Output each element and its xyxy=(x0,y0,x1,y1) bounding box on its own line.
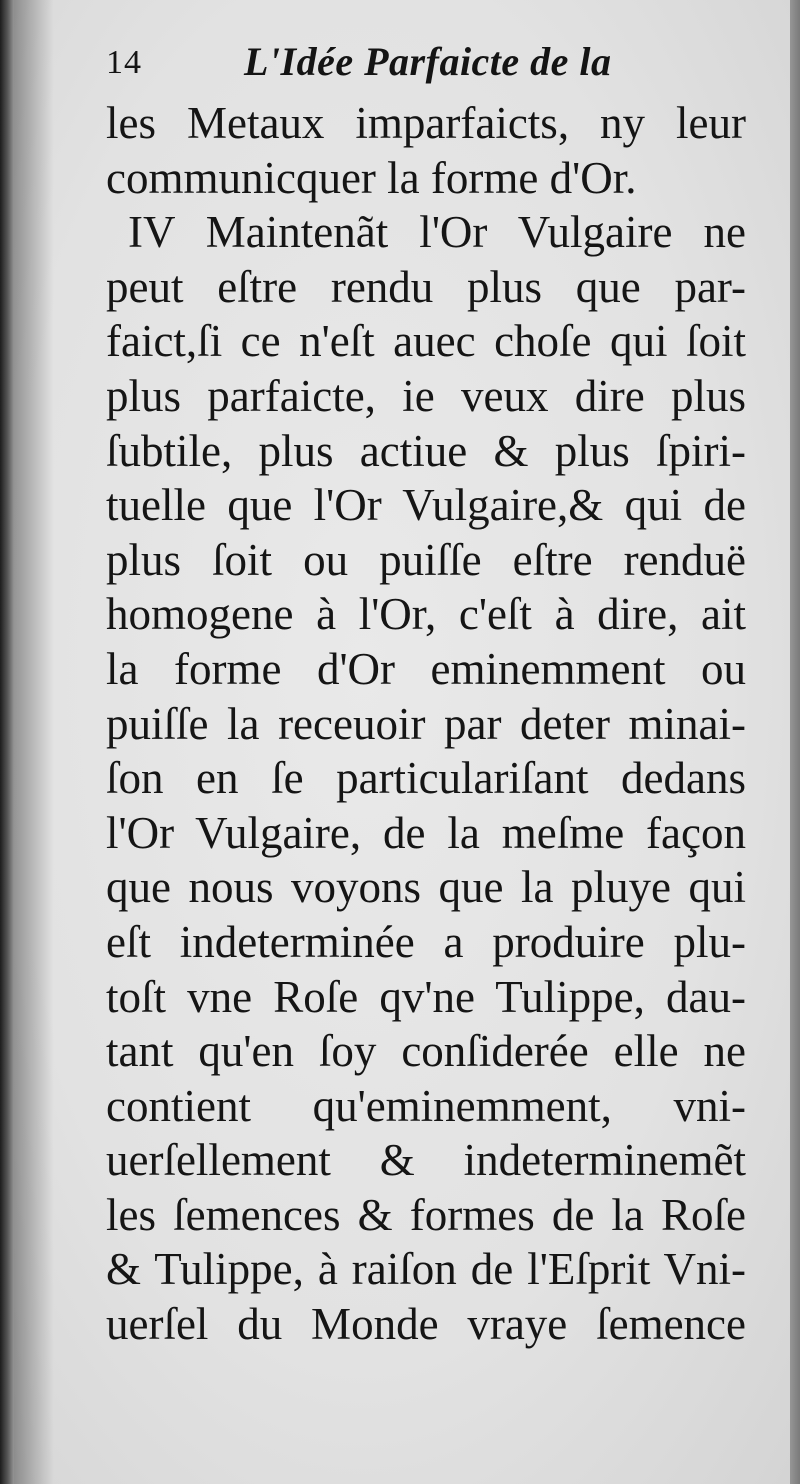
text-line: uerſellement & indeterminemẽt xyxy=(106,1135,746,1186)
text-line: ſon en ſe particulariſant dedans xyxy=(106,753,746,804)
text-line: que nous voyons que la pluye qui xyxy=(106,862,746,913)
text-line: plus parfaicte, ie veux dire plus xyxy=(106,370,746,421)
running-title: L'Idée Parfaicte de la xyxy=(244,39,612,84)
text-line: tuelle que l'Or Vulgaire,& qui de xyxy=(106,480,746,531)
text-line: l'Or Vulgaire, de la meſme façon xyxy=(106,807,746,858)
text-line: communicquer la forme d'Or. xyxy=(106,152,637,203)
text-line: la forme d'Or eminemment ou xyxy=(106,643,746,694)
text-line: toſt vne Roſe qv'ne Tulippe, dau- xyxy=(106,971,746,1022)
page-number: 14 xyxy=(106,44,142,81)
running-header xyxy=(106,38,746,88)
text-line: & Tulippe, à raiſon de l'Eſprit Vni- xyxy=(106,1244,746,1295)
text-line: tant qu'en ſoy conſiderée elle ne xyxy=(106,1026,746,1077)
text-line: faict,ſi ce n'eſt auec choſe qui ſoit xyxy=(106,316,746,367)
text-line: peut eſtre rendu plus que par- xyxy=(106,261,746,312)
text-line: les Metaux imparfaicts, ny leur xyxy=(106,98,746,148)
text-line: plus ſoit ou puiſſe eſtre renduë xyxy=(106,534,746,585)
text-line: puiſſe la receuoir par deter minai- xyxy=(106,698,746,749)
text-line: uerſel du Monde vraye ſemence xyxy=(106,1299,746,1350)
text-line: homogene à l'Or, c'eſt à dire, ait xyxy=(106,589,746,640)
text-line: IV Maintenãt l'Or Vulgaire ne xyxy=(128,207,746,258)
body-text xyxy=(106,96,756,1352)
text-line: contient qu'eminemment, vni- xyxy=(106,1080,746,1131)
binding-shadow xyxy=(14,0,54,1484)
text-line: les ſemences & formes de la Roſe xyxy=(106,1189,746,1240)
text-line: eſt indeterminée a produire plu- xyxy=(106,916,746,967)
bottom-margin xyxy=(14,1380,790,1484)
text-line: ſubtile, plus actiue & plus ſpiri- xyxy=(106,425,746,476)
book-page xyxy=(14,0,790,1484)
